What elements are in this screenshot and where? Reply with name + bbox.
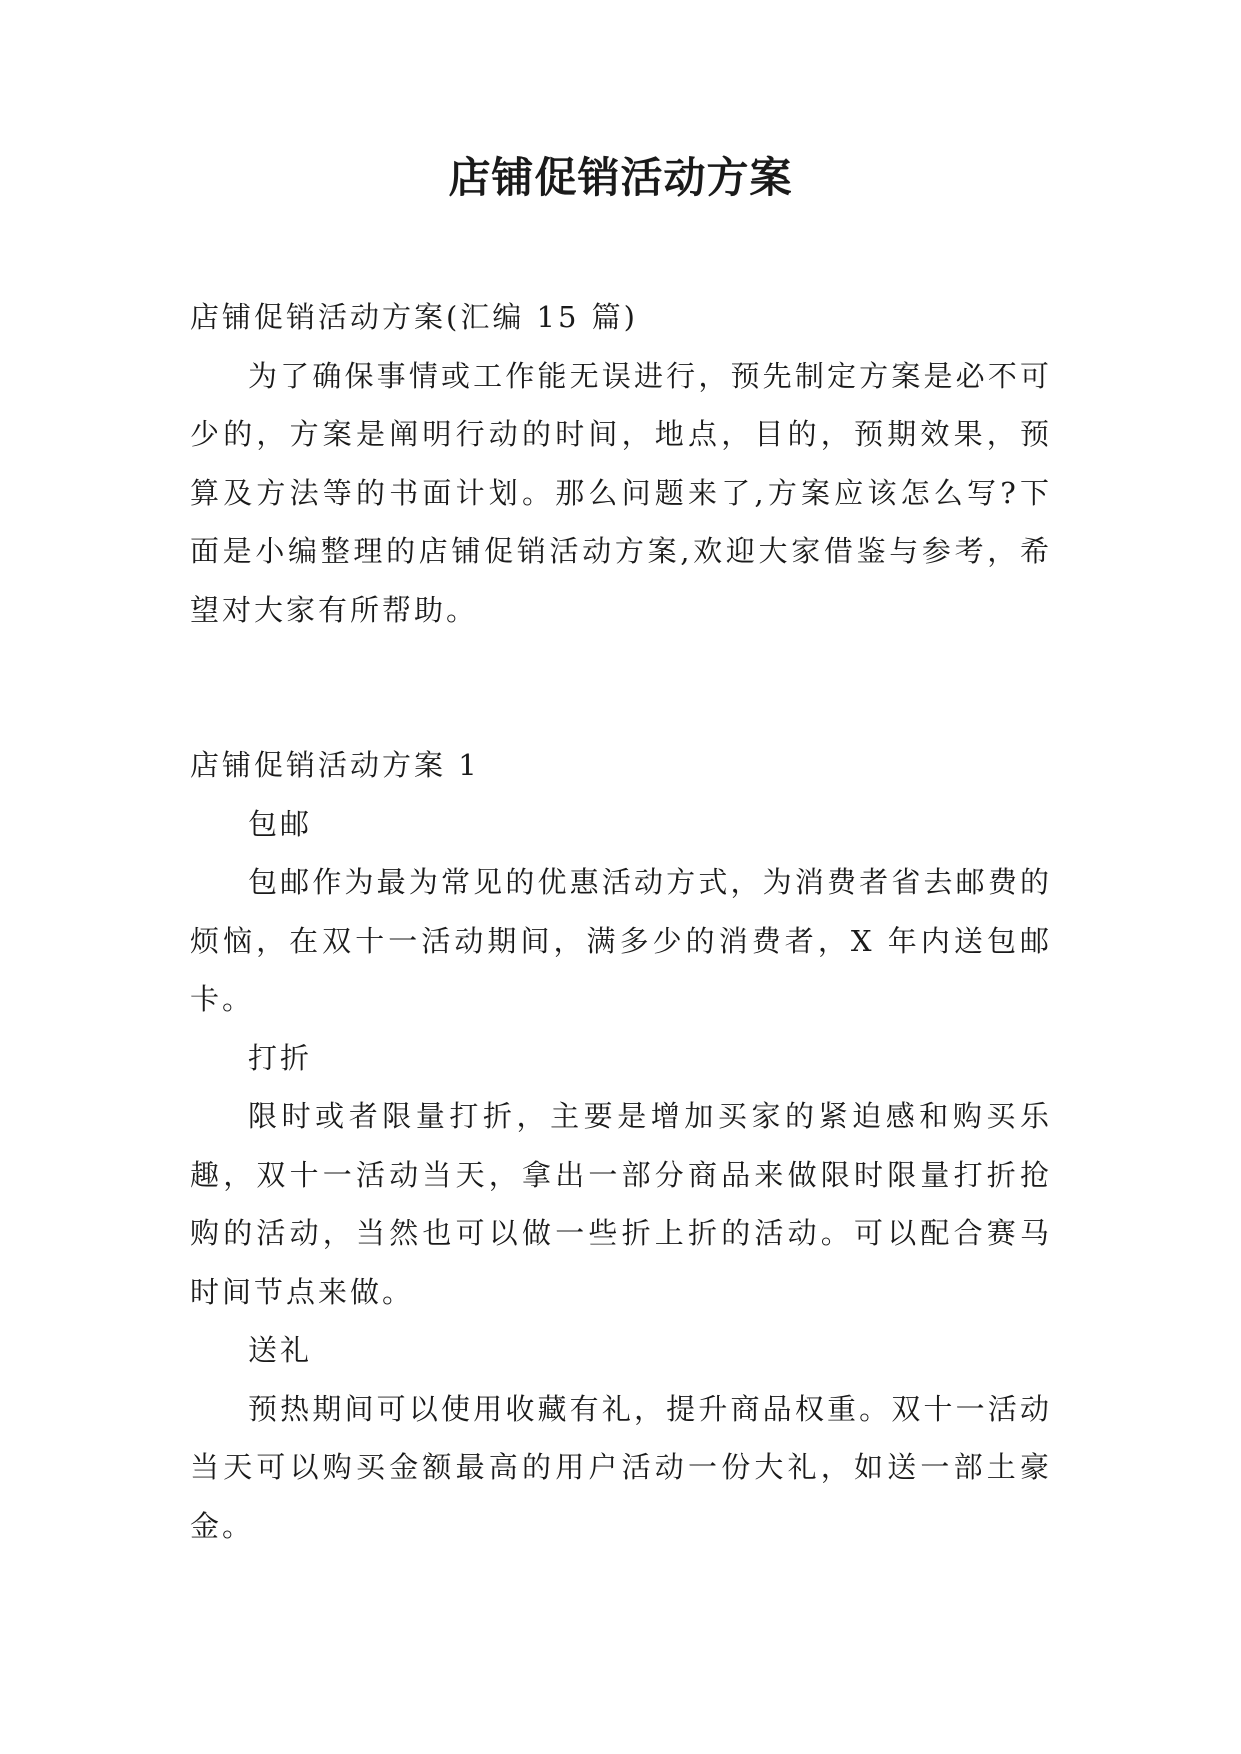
document-title: 店铺促销活动方案 <box>448 153 793 202</box>
item-body-free-shipping: 包邮作为最为常见的优惠活动方式，为消费者省去邮费的烦恼，在双十一活动期间，满多少的消费者，X 年内送包邮卡。 <box>190 865 1052 1016</box>
section-heading: 店铺促销活动方案 1 <box>190 748 480 782</box>
item-body-gift: 预热期间可以使用收藏有礼，提升商品权重。双十一活动当天可以购买金额最高的用户活动一份大礼，如送一部土豪金。 <box>190 1391 1052 1543</box>
item-title-discount: 打折 <box>248 1040 313 1075</box>
intro-paragraph: 为了确保事情或工作能无误进行，预先制定方案是必不可少的，方案是阐明行动的时间，地点，目的，预期效果，预算及方法等的书面计划。那么问题来了,方案应该怎么写?下面是小编整理的店铺促销活动方案,欢迎大家借鉴与参考，希望对大家有所帮助。 <box>190 358 1052 627</box>
document-subtitle: 店铺促销活动方案(汇编 15 篇) <box>190 300 638 334</box>
document-body <box>190 288 1052 1555</box>
item-body-discount: 限时或者限量打折，主要是增加买家的紧迫感和购买乐趣，双十一活动当天，拿出一部分商品来做限时限量打折抢购的活动，当然也可以做一些折上折的活动。可以配合赛马时间节点来做。 <box>190 1099 1052 1309</box>
section-spacer <box>190 639 1052 736</box>
item-title-free-shipping: 包邮 <box>248 806 313 841</box>
item-title-gift: 送礼 <box>248 1333 313 1367</box>
